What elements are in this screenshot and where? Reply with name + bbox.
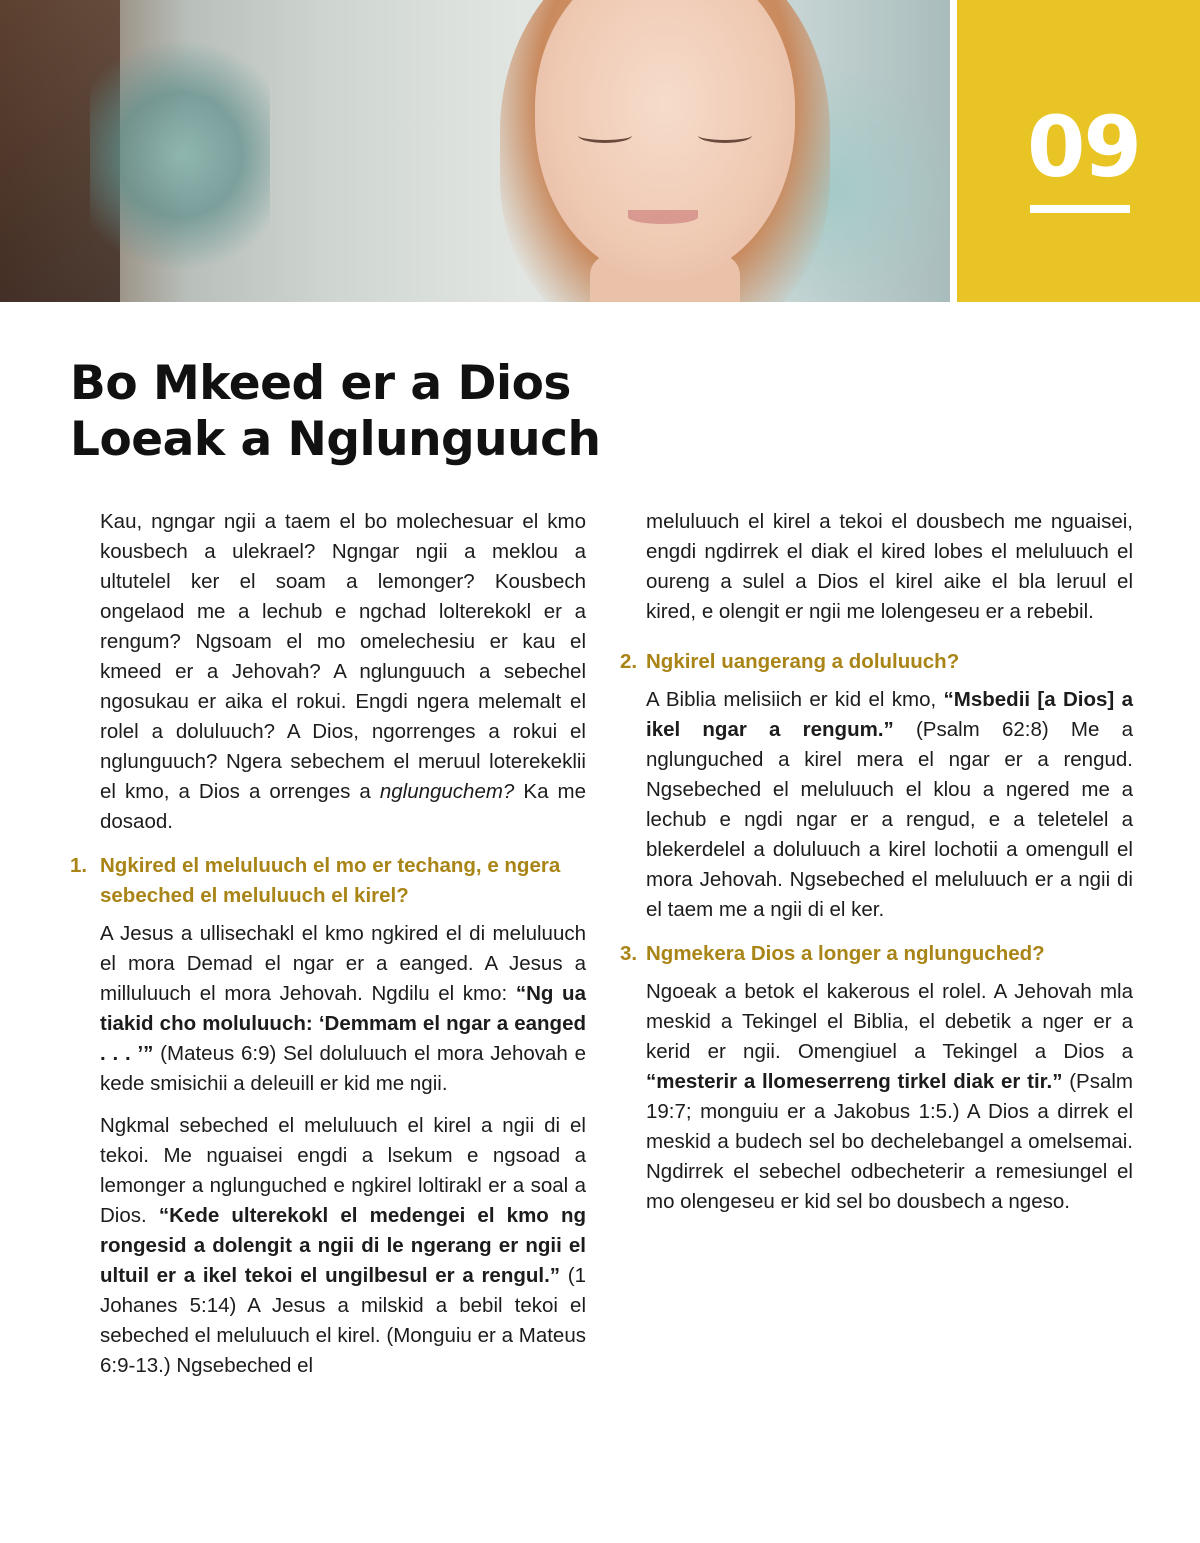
section-3-heading (620, 939, 1133, 969)
text: (Mateus 6:9) Sel doluluuch el mora Jehovah e kede smisichii a deleuill er kid me ngii. (100, 1042, 586, 1095)
section-2-paragraph (646, 685, 1133, 925)
section-2-number: 2. (620, 650, 638, 673)
intro-text-end: Ka me dosaod. (100, 780, 586, 833)
smile (628, 210, 698, 224)
header-photo (0, 0, 950, 302)
text: A Biblia melisiich er kid el kmo, (646, 688, 944, 711)
background-blur (90, 30, 270, 280)
intro-text: Kau, ngngar ngii a taem el bo molechesuar el kmo kousbech a ulekrael? Ngngar ngii a meklou a ultutelel ker el soam a lemonger? Kousbech ongelaod me a lechub e ngchad lolterekokl er a rengum? Ngsoam el mo omelechesiu er kau el kmeed er a Jehovah? A nglunguuch a sebechel ngosukau er aika el rokui. Engdi ngera melemalt el rolel a doluluuch? A Dios, ngorrenges a rokui el nglunguuch? Ngera sebechem el meruul loterekeklii el kmo, a Dios a orrenges a (100, 510, 586, 803)
section-1-number: 1. (70, 854, 88, 877)
section-2-title: Ngkirel uangerang a doluluuch? (646, 650, 960, 673)
quote: “Ng ua tiakid cho moluluuch: ‘Demmam el ngar a eanged . . . ’” (100, 982, 586, 1065)
lesson-badge (957, 0, 1200, 302)
quote: “Kede ulterekokl el medengei el kmo ng rongesid a dolengit a ngii di le ngerang er ngii el ultuil er a ikel tekoi el ungilbesul er a rengul.” (100, 1204, 587, 1287)
title-line-2: Loeak a Nglunguuch (70, 412, 601, 467)
section-2-heading (620, 647, 1133, 677)
left-column (70, 507, 587, 1393)
closed-eye-right (698, 128, 752, 143)
page-title (70, 356, 970, 468)
intro-italic: nglunguchem? (379, 780, 515, 803)
lesson-underline (1030, 205, 1130, 213)
text: (1 Johanes 5:14) A Jesus a milskid a bebil tekoi el sebeched el meluluuch el kirel. (Monguiu er a Mateus 6:9-13.) Ngsebeched el (100, 1264, 586, 1377)
text: (Psalm 19:7; monguiu er a Jakobus 1:5.) A Dios a dirrek el meskid a budech sel bo dechelebangel a omelsemai. Ngdirrek el sebechel odbecheterir a remesiungel el mo olengeseu er kid sel bo dousbech a ngeso. (646, 1070, 1133, 1213)
section-1-paragraph-2-continued: meluluuch el kirel a tekoi el dousbech me nguaisei, engdi ngdirrek el diak el kired lobes el meluluuch el oureng a sulel a Dios el kirel aike el bla leruul el kired, e olengit er ngii me lolengeseu er a rebebil. (646, 510, 1133, 623)
text: (Psalm 62:8) Me a nglunguched a kirel mera el ngar er a rengud. Ngsebeched el meluluuch el klou a ngered me a lechub e ngdi ngar er a rengud, e a teletelel a blekerdelel a doluluuch a kirel lochotii a omengull el mora Jehovah. Ngsebeched el meluluuch er a ngii di el taem me a ngii di el ker. (646, 718, 1133, 921)
closed-eye-left (578, 128, 632, 143)
section-3-paragraph (646, 977, 1133, 1217)
text: A Jesus a ullisechakl el kmo ngkired el di meluluuch el mora Demad el ngar er a eanged. A Jesus a milluluuch el mora Jehovah. Ngdilu el kmo: (100, 922, 586, 1005)
section-1-title: Ngkired el meluluuch el mo er techang, e ngera sebeched el meluluuch el kirel? (100, 854, 561, 907)
intro-paragraph (100, 507, 586, 837)
section-1-paragraph-1 (100, 919, 586, 1099)
quote: “Msbedii [a Dios] a ikel ngar a rengum.” (646, 688, 1133, 741)
section-1-heading (70, 851, 586, 911)
right-column (620, 507, 1133, 1229)
section-1-paragraph-2 (100, 1111, 586, 1381)
section-3-number: 3. (620, 942, 638, 965)
text: Ngoeak a betok el kakerous el rolel. A Jehovah mla meskid a Tekingel el Biblia, el debetik a nger er a kerid er ngii. Omengiuel a Tekingel a Dios a (646, 980, 1133, 1063)
text: Ngkmal sebeched el meluluuch el kirel a ngii di el tekoi. Me nguaisei engdi a lsekum e ngsoad a lemonger a nglunguched e ngkirel loltirakl er a soal a Dios. (100, 1114, 586, 1227)
lesson-number: 09 (1027, 98, 1140, 196)
title-line-1: Bo Mkeed er a Dios (70, 356, 571, 411)
section-3-title: Ngmekera Dios a longer a nglunguched? (646, 942, 1045, 965)
quote: “mesterir a llomeserreng tirkel diak er tir.” (646, 1070, 1063, 1093)
